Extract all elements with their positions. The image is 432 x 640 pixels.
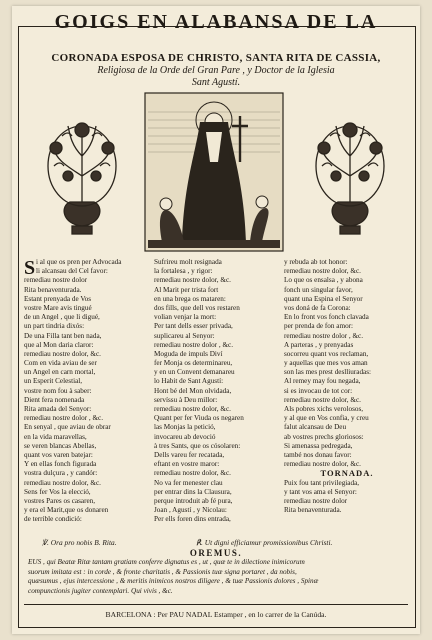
text-line: de terrible condició: [24,515,82,524]
text-line: quant una Espina el Senyor [284,294,363,303]
text-line: En senyal , que aviau de obrar [24,423,111,432]
text-line: per entrar dins la Clausura, [154,487,232,496]
text-line: remediau nostre dolor, &c. [154,405,231,413]
text-line: De una Filla tant ben nada, [24,331,102,340]
text-line: Sens fer Vos la elecció, [24,487,91,496]
text-line: remediau nostre dolor , &c. [154,340,234,349]
text-line: TORNADA. [320,468,374,479]
text-line: Dells vareu fer recatada, [154,450,225,459]
text-line: remediau nostre dolor, &c. [154,276,231,285]
text-line: No va fer menester clau [154,478,223,487]
text-line: Com en vida aviau de ser [24,359,97,368]
text-line: quæsumus , ejus intercessione , & meritis inimicos nostros diligere , & tuæ Passionis dolores , Spinæ [28,577,319,585]
oremus-heading: OREMUS. [189,548,243,558]
text-line: per prenda de fon amor: [284,322,354,331]
text-line: remediau nostre dolor, &c. [154,469,231,478]
text-line: A parteras , y prenyadas [284,340,354,349]
text-line: remediau nostre dolor, &c. [284,460,361,469]
response-text: ℟. Ut digni efficiamur promissionibus Christi. [196,538,333,547]
text-line: vostres Pares os casaren, [24,496,96,505]
text-line: Sufrireu molt resignada [154,258,222,266]
verses-area [24,258,410,534]
text-line: la fortalesa , y rigor: [154,267,213,276]
verse-column-2 [154,258,282,524]
versicle-text: ℣. Ora pro nobis B. Rita. [42,538,117,547]
text-line: Estant prenyada de Vos [24,294,92,303]
text-line: eftant en vostre maror: [154,460,220,469]
text-line: en la vida maravellas, [24,432,87,441]
text-line: Puix fou tant privilegiada, [284,478,360,487]
text-line: y al que en Vos confia, y creu [284,414,369,423]
text-line: Dient fera nomenada [24,395,85,404]
text-line: vostre Mare avis tingué [24,303,92,312]
text-line: volian venjar la mort: [154,313,217,322]
text-line: Per ells foren dins entrada, [154,515,231,524]
text-line: Rita benaventurada. [24,285,82,294]
subtitle-line-1: CORONADA ESPOSA DE CHRISTO, SANTA RITA DE CASSIA, [51,52,381,64]
page-title: GOIGS EN ALABANSA DE LA [54,11,378,33]
subtitle-line-2: Religiosa de la Orde del Gran Pare , y Doctor de la Iglesia [97,65,335,76]
text-line: suorum imitata est : in corde , & fronte charitatis , & Passionis tuæ signa portaret , da nobis, [28,567,297,576]
text-line: falut alcansau de Deu [284,423,347,432]
verse-column-3 [284,258,410,515]
text-line: Y en ellas fonch figurada [24,460,97,469]
text-line: li alcansau del Cel favor: [36,267,108,276]
text-line: Als pobres xichs verolosos, [284,405,364,413]
drop-cap: S [24,257,36,279]
text-line: invocareu ab devoció [154,432,216,441]
text-line: Joan , Agustí , y Nicolau: [154,506,227,515]
text-line: remediau nostre dolor, &c. [24,478,101,487]
text-line: un Esperit Celestial, [24,377,83,386]
text-line: Al Marit per trista fort [154,285,219,294]
text-line: remediau nostre dolor, &c. [284,267,361,276]
text-line: que al Mon daria claror: [24,340,94,349]
text-line: remediau nostre dolor, &c. [284,395,361,404]
text-line: en una brega os mataren: [154,294,226,303]
text-line: Al remey may fou negada, [284,377,361,386]
text-line: fer Monja os determinareu, [154,359,233,368]
text-line: Moguda de impuls Diví [154,349,223,358]
divider-line [24,604,408,605]
text-line: un Angel en carn mortal, [24,368,96,377]
text-line: remediau nostre dolor [24,276,88,285]
verse-column-1 [24,258,152,524]
text-line: socorreu quant vos reclaman, [284,349,369,358]
text-line: quant vos varen batejar: [24,450,93,459]
text-line: Rita amada del Senyor: [24,405,92,413]
text-line: dos fills, que dell vos restaren [154,303,240,312]
text-line: vos doná de fa Corona: [284,303,351,312]
text-line: també nos donau favor: [284,450,352,459]
printer-imprint: BARCELONA : Per PAU NADAL Estamper , en lo carrer de la Canúda. [105,610,327,619]
text-line: y tant vos ama el Senyor: [284,487,357,496]
flower-vase-left-illustration [32,106,132,246]
goigs-sheet [12,6,420,634]
text-line: las Monjas la petició, [154,423,216,432]
text-line: i al que os pren per Advocada [36,258,122,266]
text-line: vostra dulçura , y candór: [24,469,98,478]
text-line: perque introduit ab fé pura, [154,496,233,505]
text-line: de un Angel , que li digué, [24,313,100,322]
text-line: remediau nostre dolor , &c. [24,414,104,423]
text-line: remediau nostre dolor [284,496,348,505]
text-line: Lo que os ensalsa , y abona [284,276,363,285]
text-line: y aquellas que mes vos aman [284,359,368,368]
flower-vase-right-illustration [300,106,400,246]
text-line: En lo front vos fonch clavada [284,313,369,322]
text-line: ab vostres prechs gloriosos: [284,432,364,441]
text-line: y rebuda ab tot honor: [284,258,348,266]
prayer-text [28,558,408,596]
text-line: EUS , qui Beatæ Ritæ tantam gratiam conferre dignatus es , ut , quæ te in dilectione inimicorum [28,558,305,566]
text-line: à tres Sants, que os cósolaren: [154,441,241,450]
text-line: remediau nostre dolor, &c. [24,349,101,358]
text-line: fonch un singular favor, [284,285,353,294]
text-line: Si amenassa pedregada, [284,441,353,450]
text-line: vostre nom fou à saber: [24,386,92,395]
santa-rita-illustration [144,92,284,252]
text-line: Per tant dells esser privada, [154,322,233,331]
text-line: servíssu à Deu millor: [154,395,218,404]
text-line: y en un Convent demanareu [154,368,235,377]
text-line: si es invocau de tot cor: [284,386,353,395]
text-line: compunctionis jugiter contemplari. Qui vivis , &c. [28,586,173,595]
text-line: Rita benaventurada. [284,506,342,515]
text-line: se veren blancas Abellas, [24,441,97,450]
text-line: Quant per fer Viuda os negaren [154,414,244,423]
subtitle-line-3: Sant Agustí. [191,77,241,88]
text-line: son las mes prest deslliuradas: [284,368,372,377]
text-line: un part tindria dixós: [24,322,85,331]
text-line: lo Habit de Sant Agustí: [154,377,224,386]
text-line: y era el Marit,que os donaren [24,506,109,515]
text-line: remediau nostre dolor , &c. [284,331,364,340]
text-line: Hont bé del Mon olvidada, [154,386,232,395]
text-line: suplicareu al Senyor: [154,331,215,340]
